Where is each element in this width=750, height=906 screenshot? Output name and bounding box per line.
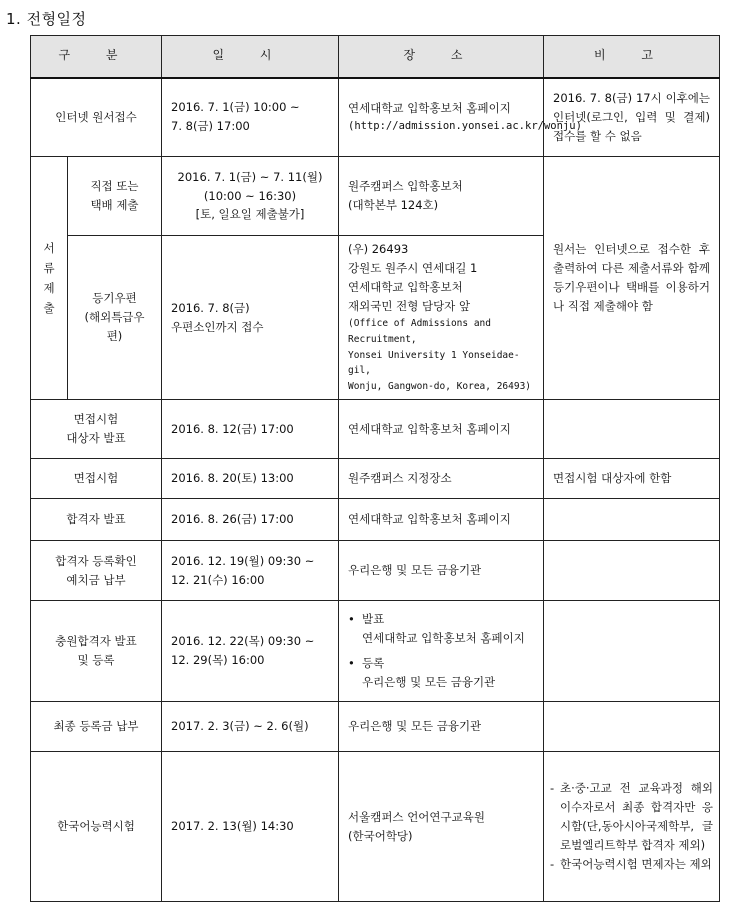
table-row — [31, 459, 720, 499]
place-name: 연세대학교 입학홍보처 홈페이지 — [348, 101, 511, 116]
table-row — [31, 78, 720, 157]
row-remarks — [544, 541, 720, 601]
row-datetime: 2016. 7. 1(금) 10:00 ~ 7. 8(금) 17:00 — [162, 78, 339, 157]
schedule-table — [30, 35, 720, 902]
row-label: 면접시험 — [31, 459, 162, 499]
row-remarks: 2016. 7. 8(금) 17시 이후에는 인터넷(로그인, 입력 및 결제) 접수를 할 수 없음 — [544, 78, 720, 157]
table-row — [31, 499, 720, 541]
row-remarks — [544, 752, 720, 902]
row-datetime: 2016. 8. 26(금) 17:00 — [162, 499, 339, 541]
table-row — [31, 702, 720, 752]
place-address-ko: (우) 26493 강원도 원주시 연세대길 1 연세대학교 입학홍보처 재외국민 전형 담당자 앞 — [348, 242, 478, 314]
row-label: 충원합격자 발표 및 등록 — [31, 601, 162, 702]
row-datetime: 2017. 2. 13(월) 14:30 — [162, 752, 339, 902]
row-place: 서울캠퍼스 언어연구교육원 (한국어학당) — [339, 752, 544, 902]
header-remarks: 비 고 — [544, 36, 720, 78]
row-datetime: 2016. 12. 22(목) 09:30 ~ 12. 29(목) 16:00 — [162, 601, 339, 702]
row-remarks — [544, 400, 720, 459]
row-datetime: 2016. 8. 20(토) 13:00 — [162, 459, 339, 499]
place-url: (http://admission.yonsei.ac.kr/wonju) — [348, 120, 582, 133]
row-label: 합격자 발표 — [31, 499, 162, 541]
row-place — [339, 236, 544, 400]
row-label: 면접시험 대상자 발표 — [31, 400, 162, 459]
list-item: - 초·중·고교 전 교육과정 해외 이수자로서 최종 합격자만 응시함(단,동아시아국제학부, 글로벌엘리트학부 합격자 제외) — [550, 779, 713, 855]
list-item: - 한국어능력시험 면제자는 제외 — [550, 855, 713, 874]
row-datetime: 2016. 12. 19(월) 09:30 ~ 12. 21(수) 16:00 — [162, 541, 339, 601]
table-row — [31, 752, 720, 902]
header-place: 장 소 — [339, 36, 544, 78]
place-address-en: (Office of Admissions and Recruitment, Yonsei University 1 Yonseidae-gil, Wonju, Gangwon-do, Korea, 26493) — [348, 318, 532, 392]
row-remarks — [544, 702, 720, 752]
list-item: • 발표 연세대학교 입학홍보처 홈페이지 — [348, 610, 534, 648]
table-header-row — [31, 36, 720, 78]
row-label: 등기우편 (해외특급우편) — [68, 236, 162, 400]
row-place: 원주캠퍼스 지정장소 — [339, 459, 544, 499]
row-datetime: 2016. 8. 12(금) 17:00 — [162, 400, 339, 459]
row-place: 우리은행 및 모든 금융기관 — [339, 702, 544, 752]
row-datetime: 2016. 7. 8(금) 우편소인까지 접수 — [162, 236, 339, 400]
row-remarks — [544, 499, 720, 541]
row-datetime: 2016. 7. 1(금) ~ 7. 11(월) (10:00 ~ 16:30) [토, 일요일 제출불가] — [162, 157, 339, 236]
row-place: 원주캠퍼스 입학홍보처 (대학본부 124호) — [339, 157, 544, 236]
row-label: 한국어능력시험 — [31, 752, 162, 902]
row-remarks: 원서는 인터넷으로 접수한 후 출력하여 다른 제출서류와 함께 등기우편이나 택배를 이용하거나 직접 제출해야 함 — [544, 157, 720, 400]
row-label: 최종 등록금 납부 — [31, 702, 162, 752]
row-place: 우리은행 및 모든 금융기관 — [339, 541, 544, 601]
row-datetime: 2017. 2. 3(금) ~ 2. 6(월) — [162, 702, 339, 752]
row-remarks — [544, 601, 720, 702]
header-datetime: 일 시 — [162, 36, 339, 78]
table-row — [31, 400, 720, 459]
page-title: 1. 전형일정 — [6, 10, 87, 28]
row-place — [339, 78, 582, 157]
place-bullet-list — [348, 610, 534, 692]
table-row — [31, 157, 720, 236]
row-label: 인터넷 원서접수 — [31, 78, 162, 157]
row-place — [339, 601, 544, 702]
row-place: 연세대학교 입학홍보처 홈페이지 — [339, 400, 544, 459]
docs-group-label: 서 류 제 출 — [31, 157, 68, 400]
row-label: 합격자 등록확인 예치금 납부 — [31, 541, 162, 601]
row-remarks: 면접시험 대상자에 한함 — [544, 459, 720, 499]
table-row — [31, 601, 720, 702]
list-item: • 등록 우리은행 및 모든 금융기관 — [348, 654, 534, 692]
row-place: 연세대학교 입학홍보처 홈페이지 — [339, 499, 544, 541]
header-category: 구 분 — [31, 36, 162, 78]
remarks-dash-list — [550, 779, 713, 874]
row-label: 직접 또는 택배 제출 — [68, 157, 162, 236]
table-row — [31, 541, 720, 601]
